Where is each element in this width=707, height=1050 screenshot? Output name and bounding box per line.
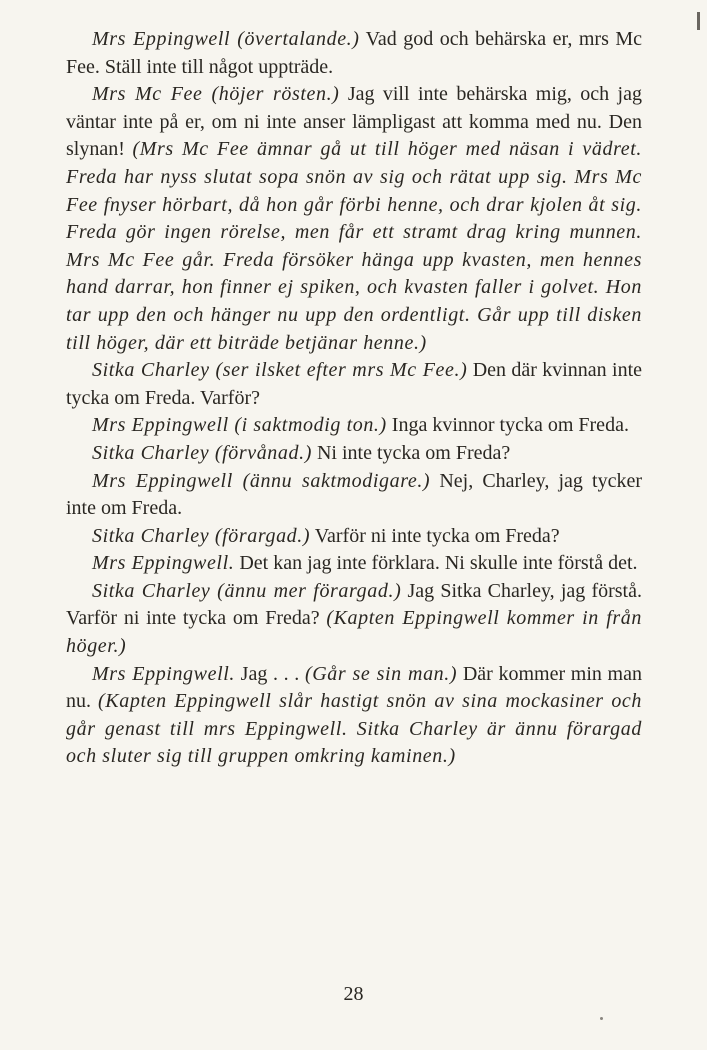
spoken-line: Varför ni inte tycka om Freda? — [310, 524, 560, 547]
dialogue-paragraph — [66, 578, 642, 661]
speaker-cue: Mrs Eppingwell (i saktmodig ton.) — [92, 414, 387, 437]
speaker-cue: Sitka Charley (förvånad.) — [92, 441, 312, 464]
spoken-line: Där kommer min man nu. — [66, 662, 642, 713]
speaker-cue: Sitka Charley (ännu mer förargad.) — [92, 579, 402, 602]
speaker-cue: Mrs Eppingwell. — [92, 552, 235, 575]
dialogue-paragraph — [66, 81, 642, 357]
spoken-line: Inga kvinnor tycka om Freda. — [386, 414, 629, 437]
spoken-line: Jag Sitka Charley, jag förstå. Varför ni inte tycka om Freda? — [66, 579, 642, 630]
speaker-cue: Sitka Charley (förargad.) — [92, 524, 311, 547]
spoken-line: Ni inte tycka om Freda? — [311, 441, 511, 464]
speaker-cue: Mrs Eppingwell (övertalande.) — [92, 28, 360, 50]
dialogue-paragraph — [66, 357, 642, 412]
speaker-cue: Mrs Eppingwell (ännu saktmodigare.) — [92, 469, 431, 492]
stage-direction: (Går se sin man.) — [304, 662, 458, 685]
page-edge-mark — [697, 12, 700, 30]
dialogue-text — [66, 26, 642, 771]
spoken-line: Det kan jag inte förklara. Ni skulle inte förstå det. — [234, 552, 638, 575]
page-number: 28 — [343, 983, 364, 1005]
dialogue-paragraph — [66, 440, 642, 468]
speaker-cue: Sitka Charley (ser ilsket efter mrs Mc Fee.) — [92, 359, 468, 382]
stage-direction: (Kapten Eppingwell slår hastigt snön av sina mockasiner och går genast till mrs Eppingwell. Sitka Charley är ännu förargad och sluter sig till gruppen omkring kaminen.) — [66, 690, 642, 768]
spoken-line: Vad god och behärska er, mrs Mc Fee. Ställ inte till något uppträde. — [66, 28, 643, 78]
speaker-cue: Mrs Eppingwell. — [92, 662, 235, 685]
print-speck — [600, 1017, 603, 1020]
document-page — [66, 26, 642, 771]
dialogue-paragraph — [66, 550, 642, 578]
dialogue-paragraph — [66, 523, 642, 551]
spoken-line: Den där kvinnan inte tycka om Freda. Varför? — [66, 359, 643, 409]
spoken-line: Nej, Charley, jag tycker inte om Freda. — [66, 469, 642, 520]
spoken-line: Jag vill inte behärska mig, och jag väntar inte på er, om ni inte anser lämpligast att komma med nu. Den slynan! — [66, 83, 642, 161]
dialogue-paragraph — [66, 661, 642, 771]
stage-direction: (Mrs Mc Fee ämnar gå ut till höger med näsan i vädret. Freda har nyss slutat sopa snön av sig och rätat upp sig. Mrs Mc Fee fnyser hörbart, då hon går förbi henne, och drar kjolen åt sig. Freda gör ingen rörelse, men får ett stramt drag kring munnen. Mrs Mc Fee går. Freda försöker hänga upp kvasten, men hennes hand darrar, hon finner ej spiken, och kvasten faller i golvet. Hon tar upp den och hänger nu upp den ordentligt. Går upp till disken till höger, där ett biträde betjänar henne.) — [66, 138, 642, 354]
dialogue-paragraph — [66, 26, 642, 81]
stage-direction: (Kapten Eppingwell kommer in från höger.) — [66, 607, 642, 658]
speaker-cue: Mrs Mc Fee (höjer rösten.) — [92, 83, 340, 106]
dialogue-paragraph — [66, 468, 642, 523]
spoken-line: Jag . . . — [235, 662, 305, 685]
dialogue-paragraph — [66, 412, 642, 440]
